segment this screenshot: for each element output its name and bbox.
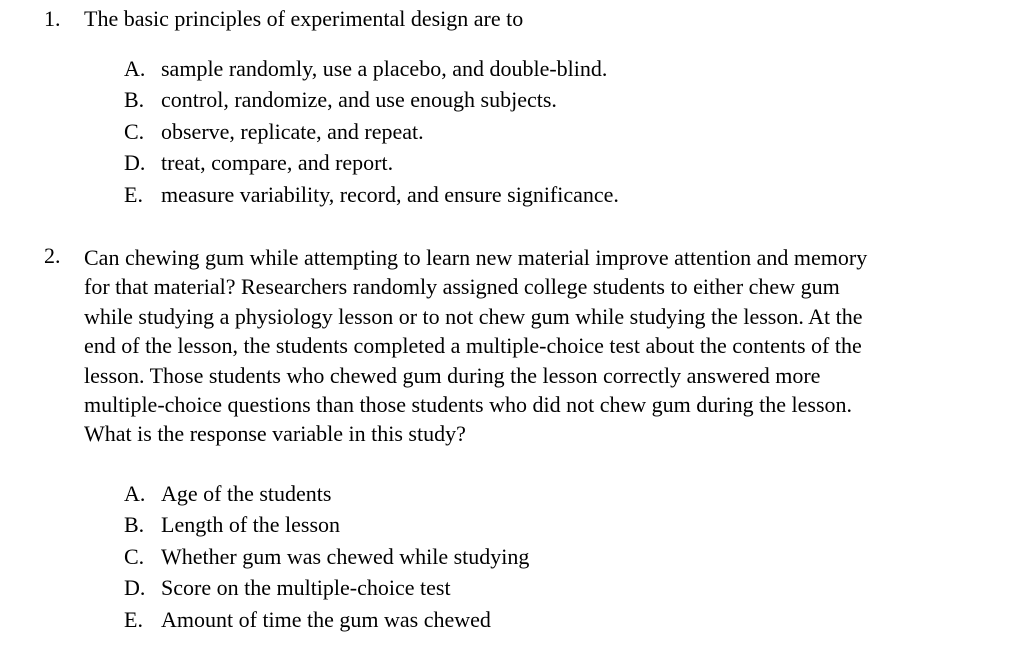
choice-letter: E. [124, 181, 143, 207]
choice-text: Age of the students [161, 481, 332, 506]
choice-text: Amount of time the gum was chewed [161, 606, 491, 632]
choice-letter: C. [124, 543, 145, 569]
choice-letter: A. [124, 56, 146, 81]
choice-e[interactable] [124, 607, 529, 638]
choice-text: Whether gum was chewed while studying [161, 543, 530, 569]
stem-line: lesson. Those students who chewed gum during the lesson correctly answered more [84, 362, 821, 388]
choice-letter: B. [124, 512, 145, 538]
answer-choices [124, 481, 529, 638]
choice-letter: C. [124, 118, 145, 144]
choice-a[interactable] [124, 56, 619, 87]
stem-line: What is the response variable in this study? [84, 421, 466, 447]
choice-letter: E. [124, 606, 143, 632]
answer-choices [124, 56, 619, 213]
choice-letter: A. [124, 481, 146, 506]
stem-line: end of the lesson, the students completed a multiple-choice test about the contents of the [84, 333, 862, 359]
choice-letter: D. [124, 575, 146, 601]
question-number: 2. [44, 243, 61, 268]
choice-text: Length of the lesson [161, 512, 341, 538]
choice-letter: D. [124, 150, 146, 176]
choice-letter: B. [124, 87, 145, 113]
stem-line: for that material? Researchers randomly assigned college students to either chew gum [84, 274, 840, 300]
stem-line: multiple-choice questions than those students who did not chew gum during the lesson. [84, 392, 853, 418]
choice-b[interactable] [124, 512, 529, 543]
choice-c[interactable] [124, 544, 529, 575]
choice-b[interactable] [124, 87, 619, 118]
choice-d[interactable] [124, 575, 529, 606]
question-stem: The basic principles of experimental design are to [84, 6, 524, 31]
question-number: 1. [44, 6, 61, 31]
choice-a[interactable] [124, 481, 529, 512]
choice-e[interactable] [124, 182, 619, 213]
choice-text: observe, replicate, and repeat. [161, 118, 424, 144]
choice-text: sample randomly, use a placebo, and double-blind. [161, 56, 608, 81]
choice-text: control, randomize, and use enough subjects. [161, 87, 557, 113]
stem-line: Can chewing gum while attempting to learn new material improve attention and memory [84, 245, 868, 270]
choice-text: measure variability, record, and ensure significance. [161, 181, 619, 207]
choice-text: treat, compare, and report. [161, 150, 394, 176]
question-stem [84, 243, 1014, 449]
choice-d[interactable] [124, 150, 619, 181]
choice-c[interactable] [124, 119, 619, 150]
choice-text: Score on the multiple-choice test [161, 575, 451, 601]
stem-line: while studying a physiology lesson or to not chew gum while studying the lesson. At the [84, 303, 863, 329]
